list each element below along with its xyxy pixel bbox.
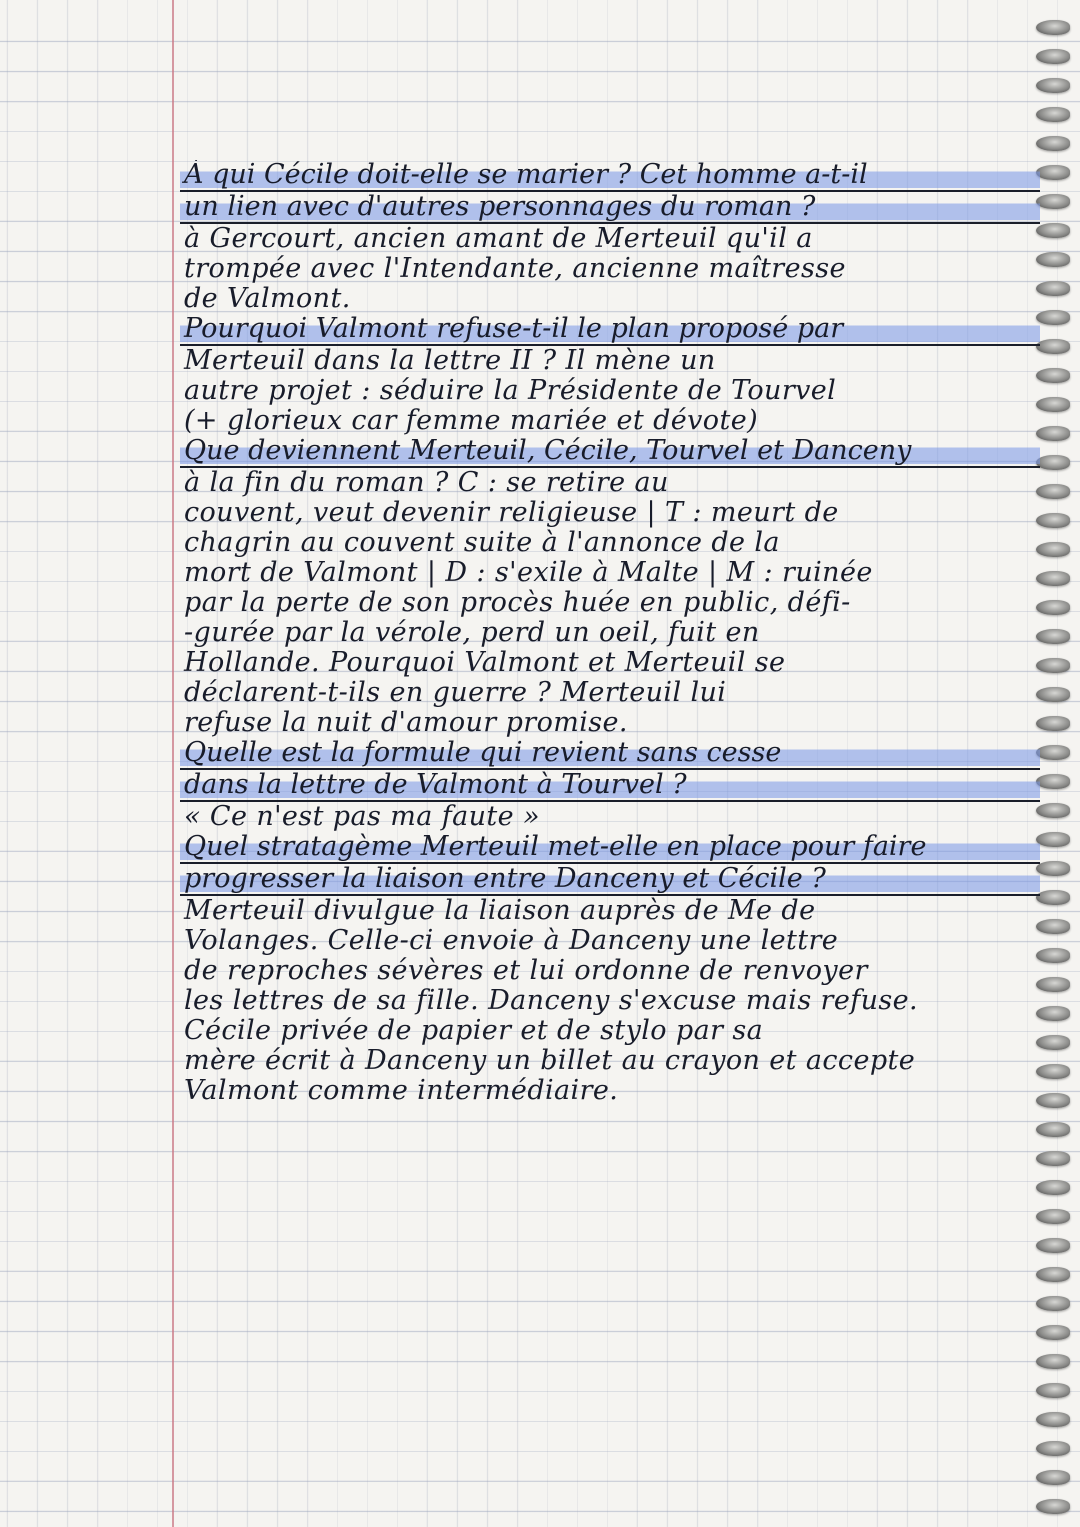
spiral-ring (1036, 1383, 1070, 1398)
spiral-ring (1036, 397, 1070, 412)
spiral-ring (1036, 1296, 1070, 1311)
note-line-mixed: à la fin du roman ? C : se retire au (184, 468, 669, 498)
spiral-ring (1036, 919, 1070, 934)
spiral-ring (1036, 542, 1070, 557)
note-line-question: Pourquoi Valmont refuse-t-il le plan proposé par (180, 314, 1040, 346)
spiral-ring (1036, 136, 1070, 151)
spiral-ring (1036, 484, 1070, 499)
spiral-ring (1036, 49, 1070, 64)
spiral-ring (1036, 513, 1070, 528)
note-line-answer: couvent, veut devenir religieuse | T : meurt de (184, 498, 839, 528)
spiral-ring (1036, 1006, 1070, 1021)
spiral-ring (1036, 1325, 1070, 1340)
spiral-ring (1036, 1354, 1070, 1369)
spiral-ring (1036, 107, 1070, 122)
note-line-answer: autre projet : séduire la Présidente de Tourvel (184, 376, 837, 406)
note-line-answer: mère écrit à Danceny un billet au crayon et accepte (184, 1046, 916, 1076)
note-line-answer: Valmont comme intermédiaire. (184, 1076, 619, 1106)
spiral-ring (1036, 252, 1070, 267)
spiral-ring (1036, 832, 1070, 847)
spiral-ring (1036, 1238, 1070, 1253)
spiral-ring (1036, 716, 1070, 731)
spiral-ring (1036, 1441, 1070, 1456)
spiral-ring (1036, 687, 1070, 702)
note-line-mixed: Hollande. Pourquoi Valmont et Merteuil se (184, 648, 786, 678)
spiral-ring (1036, 194, 1070, 209)
spiral-ring (1036, 165, 1070, 180)
note-line-question: Quel stratagème Merteuil met-elle en place pour faire (180, 832, 1040, 864)
spiral-ring (1036, 310, 1070, 325)
note-line-answer: mort de Valmont | D : s'exile à Malte | M : ruinée (184, 558, 873, 588)
spiral-ring (1036, 977, 1070, 992)
spiral-ring (1036, 455, 1070, 470)
spiral-ring (1036, 1470, 1070, 1485)
note-line-question: Que deviennent Merteuil, Cécile, Tourvel et Danceny (180, 436, 1040, 468)
spiral-ring (1036, 600, 1070, 615)
spiral-ring (1036, 20, 1070, 35)
note-line-mixed: Merteuil dans la lettre II ? Il mène un (184, 346, 716, 376)
margin-line (172, 0, 174, 1527)
handwritten-notes (180, 160, 1040, 1106)
spiral-ring (1036, 78, 1070, 93)
spiral-ring (1036, 1122, 1070, 1137)
note-line-answer: Merteuil divulgue la liaison auprès de Me de (184, 896, 816, 926)
note-line-question: progresser la liaison entre Danceny et Cécile ? (180, 864, 1040, 896)
spiral-ring (1036, 426, 1070, 441)
spiral-ring (1036, 281, 1070, 296)
note-line-answer: Cécile privée de papier et de stylo par sa (184, 1016, 764, 1046)
note-line-answer: de reproches sévères et lui ordonne de renvoyer (184, 956, 868, 986)
spiral-ring (1036, 368, 1070, 383)
note-line-answer: refuse la nuit d'amour promise. (184, 708, 628, 738)
note-line-answer: « Ce n'est pas ma faute » (184, 802, 540, 832)
spiral-ring (1036, 861, 1070, 876)
note-line-answer: les lettres de sa fille. Danceny s'excuse mais refuse. (184, 986, 919, 1016)
spiral-ring (1036, 223, 1070, 238)
spiral-ring (1036, 1093, 1070, 1108)
spiral-ring (1036, 658, 1070, 673)
spiral-ring (1036, 803, 1070, 818)
spiral-ring (1036, 745, 1070, 760)
note-line-answer: Volanges. Celle-ci envoie à Danceny une lettre (184, 926, 839, 956)
note-line-mixed: déclarent-t-ils en guerre ? Merteuil lui (184, 678, 727, 708)
spiral-ring (1036, 1209, 1070, 1224)
spiral-ring (1036, 1499, 1070, 1514)
note-line-answer: -gurée par la vérole, perd un oeil, fuit en (184, 618, 760, 648)
spiral-ring (1036, 1267, 1070, 1282)
spiral-ring (1036, 629, 1070, 644)
spiral-ring (1036, 948, 1070, 963)
spiral-ring (1036, 1035, 1070, 1050)
note-line-answer: (+ glorieux car femme mariée et dévote) (184, 406, 759, 436)
spiral-ring (1036, 1412, 1070, 1427)
note-line-answer: par la perte de son procès huée en public, défi- (184, 588, 851, 618)
spiral-ring (1036, 1180, 1070, 1195)
note-line-question: Quelle est la formule qui revient sans cesse (180, 738, 1040, 770)
spiral-ring (1036, 339, 1070, 354)
spiral-ring (1036, 571, 1070, 586)
note-line-question: un lien avec d'autres personnages du roman ? (180, 192, 1040, 224)
spiral-ring (1036, 890, 1070, 905)
note-line-answer: chagrin au couvent suite à l'annonce de la (184, 528, 780, 558)
spiral-ring (1036, 1064, 1070, 1079)
note-line-answer: à Gercourt, ancien amant de Merteuil qu'il a (184, 224, 813, 254)
note-line-answer: trompée avec l'Intendante, ancienne maîtresse (184, 254, 846, 284)
note-line-question: À qui Cécile doit-elle se marier ? Cet homme a-t-il (180, 160, 1040, 192)
note-line-question: dans la lettre de Valmont à Tourvel ? (180, 770, 1040, 802)
spiral-ring (1036, 1151, 1070, 1166)
spiral-ring (1036, 774, 1070, 789)
note-line-answer: de Valmont. (184, 284, 351, 314)
